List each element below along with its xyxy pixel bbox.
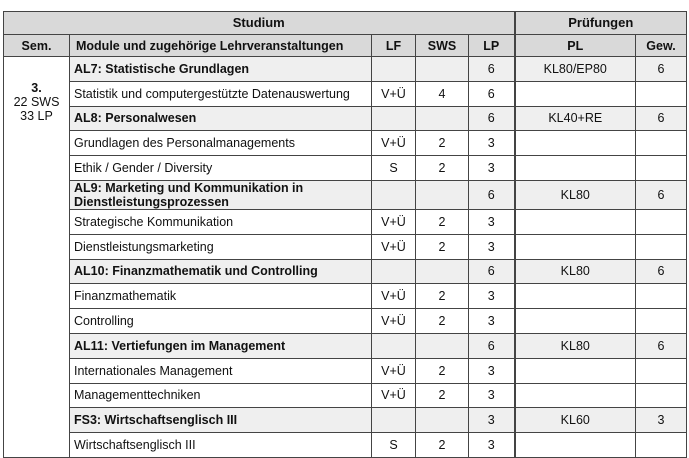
- lf-cell: [372, 408, 416, 433]
- pl-cell: [515, 433, 636, 458]
- module-name: AL11: Vertiefungen im Management: [70, 333, 372, 358]
- sws-cell: 4: [416, 81, 469, 106]
- course-name: Controlling: [70, 309, 372, 334]
- lf-cell: V+Ü: [372, 383, 416, 408]
- course-row: [4, 433, 687, 458]
- gew-cell: [636, 131, 687, 156]
- gew-cell: 3: [636, 408, 687, 433]
- course-row: [4, 131, 687, 156]
- pl-cell: [515, 383, 636, 408]
- module-row: [4, 57, 687, 82]
- pl-cell: [515, 358, 636, 383]
- course-row: [4, 284, 687, 309]
- lf-cell: V+Ü: [372, 309, 416, 334]
- gew-cell: [636, 284, 687, 309]
- lp-cell: 3: [469, 408, 515, 433]
- col-header-sws: SWS: [416, 35, 469, 57]
- module-row: [4, 408, 687, 433]
- lp-cell: 6: [469, 106, 515, 131]
- module-name: AL10: Finanzmathematik und Controlling: [70, 259, 372, 284]
- sws-cell: [416, 408, 469, 433]
- sws-cell: [416, 259, 469, 284]
- lp-cell: 6: [469, 180, 515, 209]
- pl-cell: KL80: [515, 259, 636, 284]
- module-row: [4, 333, 687, 358]
- lf-cell: V+Ü: [372, 284, 416, 309]
- gew-cell: [636, 234, 687, 259]
- course-row: [4, 156, 687, 181]
- col-header-gew: Gew.: [636, 35, 687, 57]
- pl-cell: [515, 81, 636, 106]
- sws-cell: [416, 57, 469, 82]
- lf-cell: [372, 57, 416, 82]
- course-row: [4, 81, 687, 106]
- pl-cell: [515, 234, 636, 259]
- pl-cell: KL80: [515, 180, 636, 209]
- module-name: FS3: Wirtschaftsenglisch III: [70, 408, 372, 433]
- lp-cell: 3: [469, 234, 515, 259]
- lp-cell: 3: [469, 284, 515, 309]
- lf-cell: V+Ü: [372, 358, 416, 383]
- module-name: AL8: Personalwesen: [70, 106, 372, 131]
- lp-cell: 3: [469, 309, 515, 334]
- course-name: Managementtechniken: [70, 383, 372, 408]
- course-name: Statistik und computergestützte Datenauswertung: [70, 81, 372, 106]
- curriculum-table: [3, 11, 687, 458]
- course-name: Ethik / Gender / Diversity: [70, 156, 372, 181]
- gew-cell: 6: [636, 333, 687, 358]
- lp-cell: 3: [469, 209, 515, 234]
- course-name: Grundlagen des Personalmanagements: [70, 131, 372, 156]
- gew-cell: [636, 383, 687, 408]
- gew-cell: [636, 209, 687, 234]
- lf-cell: V+Ü: [372, 209, 416, 234]
- sws-cell: 2: [416, 383, 469, 408]
- header-row-columns: [4, 35, 687, 57]
- pl-cell: [515, 156, 636, 181]
- course-row: [4, 383, 687, 408]
- sws-cell: 2: [416, 156, 469, 181]
- sws-cell: [416, 106, 469, 131]
- sws-cell: 2: [416, 358, 469, 383]
- table-body: [4, 57, 687, 458]
- course-row: [4, 309, 687, 334]
- gew-cell: 6: [636, 180, 687, 209]
- pl-cell: KL80/EP80: [515, 57, 636, 82]
- col-header-sem: Sem.: [4, 35, 70, 57]
- sws-cell: 2: [416, 209, 469, 234]
- lp-cell: 6: [469, 259, 515, 284]
- pl-cell: [515, 131, 636, 156]
- lf-cell: [372, 333, 416, 358]
- module-row: [4, 259, 687, 284]
- module-name: AL7: Statistische Grundlagen: [70, 57, 372, 82]
- module-row: [4, 106, 687, 131]
- lp-cell: 6: [469, 333, 515, 358]
- semester-cell: [4, 57, 70, 458]
- col-header-lf: LF: [372, 35, 416, 57]
- pl-cell: KL80: [515, 333, 636, 358]
- gew-cell: 6: [636, 106, 687, 131]
- sws-cell: [416, 333, 469, 358]
- sws-cell: 2: [416, 433, 469, 458]
- curriculum-table-container: [3, 11, 687, 458]
- lf-cell: [372, 180, 416, 209]
- course-name: Finanzmathematik: [70, 284, 372, 309]
- pl-cell: [515, 209, 636, 234]
- lp-cell: 3: [469, 156, 515, 181]
- sws-cell: 2: [416, 131, 469, 156]
- sws-cell: 2: [416, 234, 469, 259]
- lp-cell: 3: [469, 383, 515, 408]
- course-name: Internationales Management: [70, 358, 372, 383]
- semester-sws: 22 SWS: [13, 95, 60, 109]
- col-header-pl: PL: [515, 35, 636, 57]
- gew-cell: [636, 358, 687, 383]
- lp-cell: 6: [469, 57, 515, 82]
- module-row: [4, 180, 687, 209]
- lf-cell: V+Ü: [372, 81, 416, 106]
- semester-lp: 33 LP: [20, 109, 53, 123]
- lp-cell: 3: [469, 433, 515, 458]
- gew-cell: [636, 433, 687, 458]
- col-header-lp: LP: [469, 35, 515, 57]
- lf-cell: V+Ü: [372, 131, 416, 156]
- gew-cell: 6: [636, 57, 687, 82]
- pl-cell: [515, 309, 636, 334]
- course-row: [4, 209, 687, 234]
- sws-cell: 2: [416, 309, 469, 334]
- lf-cell: [372, 106, 416, 131]
- course-name: Wirtschaftsenglisch III: [70, 433, 372, 458]
- sws-cell: 2: [416, 284, 469, 309]
- course-row: [4, 234, 687, 259]
- header-studium: Studium: [4, 12, 515, 35]
- sws-cell: [416, 180, 469, 209]
- course-name: Dienstleistungsmarketing: [70, 234, 372, 259]
- lp-cell: 3: [469, 358, 515, 383]
- col-header-module: Module und zugehörige Lehrveranstaltungen: [70, 35, 372, 57]
- lf-cell: [372, 259, 416, 284]
- header-row-top: [4, 12, 687, 35]
- pl-cell: KL60: [515, 408, 636, 433]
- gew-cell: [636, 81, 687, 106]
- gew-cell: 6: [636, 259, 687, 284]
- semester-number: 3.: [31, 81, 42, 95]
- lf-cell: V+Ü: [372, 234, 416, 259]
- module-name: AL9: Marketing und Kommunikation in Dienstleistungsprozessen: [70, 180, 372, 209]
- gew-cell: [636, 156, 687, 181]
- lp-cell: 3: [469, 131, 515, 156]
- header-pruefungen: Prüfungen: [515, 12, 687, 35]
- lp-cell: 6: [469, 81, 515, 106]
- pl-cell: [515, 284, 636, 309]
- gew-cell: [636, 309, 687, 334]
- course-row: [4, 358, 687, 383]
- course-name: Strategische Kommunikation: [70, 209, 372, 234]
- lf-cell: S: [372, 433, 416, 458]
- pl-cell: KL40+RE: [515, 106, 636, 131]
- lf-cell: S: [372, 156, 416, 181]
